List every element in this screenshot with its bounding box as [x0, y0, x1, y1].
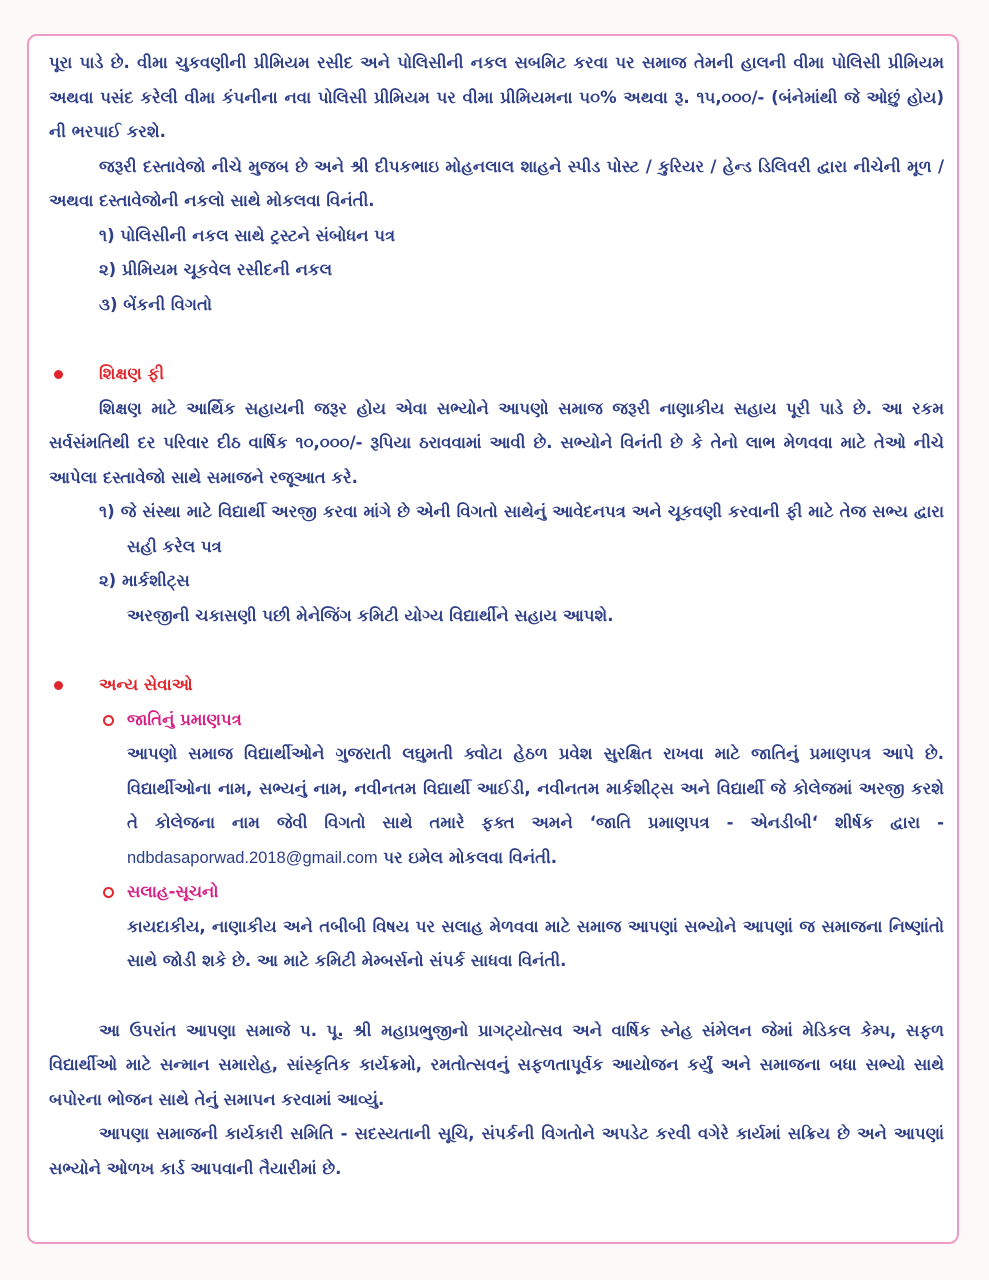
closing-paragraph-2: આપણા સમાજની કાર્યકારી સમિતિ - સદસ્યતાની સૂચિ, સંપર્કની વિગતોને અપડેટ કરવી વગેરે કાર્યમાં સક્રિય છે અને આપણાં સભ્યોને ઓળખ કાર્ડ આપવાની તૈયારીમાં છે. [49, 1124, 944, 1178]
caste-certificate-body-end: પર ઇમેલ મોકલવા વિનંતી. [383, 847, 558, 867]
education-heading-text: શિક્ષણ ફી [99, 364, 165, 383]
education-note: અરજીની ચકાસણી પછી મેનેજિંગ કમિટી યોગ્ય વિદ્યાર્થીને સહાય આપશે. [127, 605, 614, 625]
document-body [49, 46, 944, 1186]
document-item-2: ૨) પ્રીમિયમ ચૂકવેલ રસીદની નકલ [99, 260, 333, 279]
circle-bullet-icon [103, 887, 114, 898]
email-link[interactable]: ndbdasaporwad.2018@gmail.com [127, 848, 378, 867]
education-item-2: ૨) માર્કશીટ્સ [99, 571, 190, 590]
spacer [49, 322, 944, 357]
bullet-icon [54, 681, 63, 690]
advice-text: કાયદાકીય, નાણાકીય અને તબીબી વિષય પર સલાહ મેળવવા માટે સમાજ આપણાં સભ્યોને આપણાં જ સમાજના નિષ્ણાંતો સાથે જોડી શકે છે. આ માટે કમિટી મેમ્બર્સનો સંપર્ક સાધવા વિનંતી. [127, 916, 944, 970]
caste-certificate-text [49, 737, 944, 875]
education-heading [49, 357, 944, 392]
advice-heading [49, 875, 944, 910]
bullet-icon [54, 370, 63, 379]
education-item-1: ૧) જે સંસ્થા માટે વિદ્યાર્થી અરજી કરવા માંગે છે એની વિગતો સાથેનું આવેદનપત્ર અને ચૂકવણી કરવાની ફી માટે તેજ સભ્ય દ્વારા સહી કરેલ પત્ર [99, 502, 944, 556]
spacer [49, 979, 944, 1014]
document-item-3: ૩) બેંકની વિગતો [99, 294, 213, 314]
documents-instruction: જરૂરી દસ્તાવેજો નીચે મુજબ છે અને શ્રી દીપકભાઇ મોહનલાલ શાહને સ્પીડ પોસ્ટ / કુરિયર / હેન્ડ ડિલિવરી દ્વારા નીચેની મૂળ / અથવા દસ્તાવેજોની નકલો સાથે મોકલવા વિનંતી. [49, 156, 944, 210]
document-item-1: ૧) પોલિસીની નકલ સાથે ટ્રસ્ટને સંબોધન પત્ર [99, 225, 396, 245]
advice-title: સલાહ-સૂચનો [127, 882, 219, 901]
caste-certificate-heading [49, 703, 944, 738]
insurance-text: પૂરા પાડે છે. વીમા ચુકવણીની પ્રીમિયમ રસીદ અને પોલિસીની નકલ સબમિટ કરવા પર સમાજ તેમની હાલની વીમા પોલિસી પ્રીમિયમ અથવા પસંદ કરેલી વીમા કંપનીના નવા પોલિસી પ્રીમિયમ પર વીમા પ્રીમિયમના ૫૦% અથવા રૂ. ૧૫,૦૦૦/- (બંનેમાંથી જે ઓછું હોય) ની ભરપાઈ કરશે. [49, 53, 944, 141]
circle-bullet-icon [103, 715, 114, 726]
education-paragraph: શિક્ષણ માટે આર્થિક સહાયની જરૂર હોય એવા સભ્યોને આપણો સમાજ જરૂરી નાણાકીય સહાય પૂરી પાડે છે. આ રકમ સર્વસંમતિથી દર પરિવાર દીઠ વાર્ષિક ૧૦,૦૦૦/- રૂપિયા ઠરાવવામાં આવી છે. સભ્યોને વિનંતી છે કે તેનો લાભ મેળવવા માટે તેઓ નીચે આપેલા દસ્તાવેજો સાથે સમાજને રજૂઆત કરે. [49, 398, 944, 487]
caste-certificate-body: આપણો સમાજ વિદ્યાર્થીઓને ગુજરાતી લઘુમતી ક્વોટા હેઠળ પ્રવેશ સુરક્ષિત રાખવા માટે જાતિનું પ્રમાણપત્ર આપે છે. વિદ્યાર્થીઓના નામ, સભ્યનું નામ, નવીનતમ વિદ્યાર્થી આઈડી, નવીનતમ માર્કશીટ્સ અને વિદ્યાર્થી જે કોલેજમાં અરજી કરશે તે કોલેજના નામ જેવી વિગતો સાથે તમારે ફક્ત અમને ‘જાતિ પ્રમાણપત્ર - એનડીબી‘ શીર્ષક દ્વારા - [127, 744, 944, 832]
other-services-heading [49, 668, 944, 703]
other-services-heading-text: અન્ય સેવાઓ [99, 675, 193, 694]
spacer [49, 633, 944, 668]
caste-certificate-title: જાતિનું પ્રમાણપત્ર [127, 709, 242, 729]
closing-paragraph-1: આ ઉપરાંત આપણા સમાજે પ. પૂ. શ્રી મહાપ્રભુજીનો પ્રાગટ્યોત્સવ અને વાર્ષિક સ્નેહ સંમેલન જેમાં મેડિકલ કેમ્પ, સફળ વિદ્યાર્થીઓ માટે સન્માન સમારોહ, સાંસ્કૃતિક કાર્યક્રમો, રમતોત્સવનું સફળતાપૂર્વક આયોજન કર્યું અને સમાજના બધા સભ્યો સાથે બપોરના ભોજન સાથે તેનું સમાપન કરવામાં આવ્યું. [49, 1020, 944, 1109]
